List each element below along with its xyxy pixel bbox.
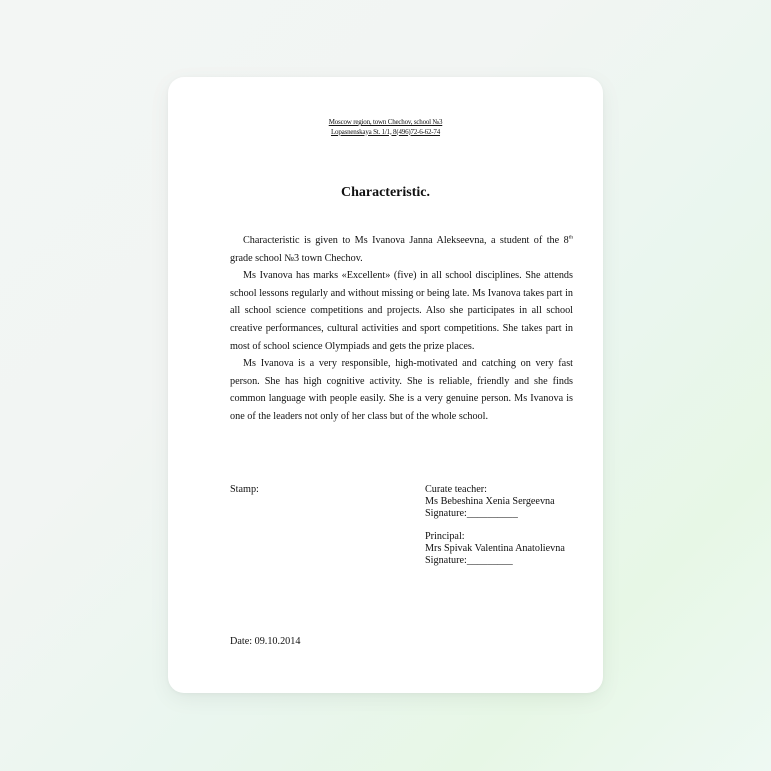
letterhead-address: Moscow region, town Chechov, school №3 <box>328 118 443 126</box>
principal-signature-line: Signature:_________ <box>425 554 513 566</box>
ordinal-suffix: th <box>568 234 573 241</box>
paragraph-1 <box>230 232 573 267</box>
curate-signature-line: Signature:__________ <box>425 507 518 519</box>
document-page <box>168 77 603 693</box>
paragraph-2: Ms Ivanova has marks «Excellent» (five) in all school disciplines. She attends school lessons regularly and without missing or being late. Ms Ivanova takes part in all school science competitions and projects. Also she participates in all school creative performances, cultural activities and sport competitions. She takes part in most of school science Olympiads and gets the prize places. <box>230 270 573 352</box>
letterhead-contact: Lopasnenskaya St. 1/1, 8(496)72-6-62-74 <box>330 127 441 136</box>
paragraph-3: Ms Ivanova is a very responsible, high-motivated and catching on very fast person. She has high cognitive activity. She is reliable, friendly and she finds common language with people easily. She is a very genuine person. Ms Ivanova is one of the leaders not only of her class but of the whole school. <box>230 358 573 422</box>
stamp-label: Stamp: <box>230 484 259 495</box>
document-title: Characteristic. <box>340 185 431 200</box>
paragraph-1-start: Characteristic is given to Ms Ivanova Janna Alekseevna, a student of the 8 <box>243 235 569 246</box>
signature-section <box>425 484 565 567</box>
paragraph-1-end: grade school №3 town Chechov. <box>230 252 363 264</box>
principal-name: Mrs Spivak Valentina Anatolievna <box>425 543 565 555</box>
principal-block <box>425 531 565 566</box>
curate-teacher-block <box>425 484 565 519</box>
curate-role: Curate teacher: <box>425 484 487 495</box>
letterhead <box>168 118 603 137</box>
document-date: Date: 09.10.2014 <box>230 636 301 647</box>
document-body <box>230 232 573 426</box>
principal-role: Principal: <box>425 531 465 543</box>
curate-name: Ms Bebeshina Xenia Sergeevna <box>425 495 555 507</box>
